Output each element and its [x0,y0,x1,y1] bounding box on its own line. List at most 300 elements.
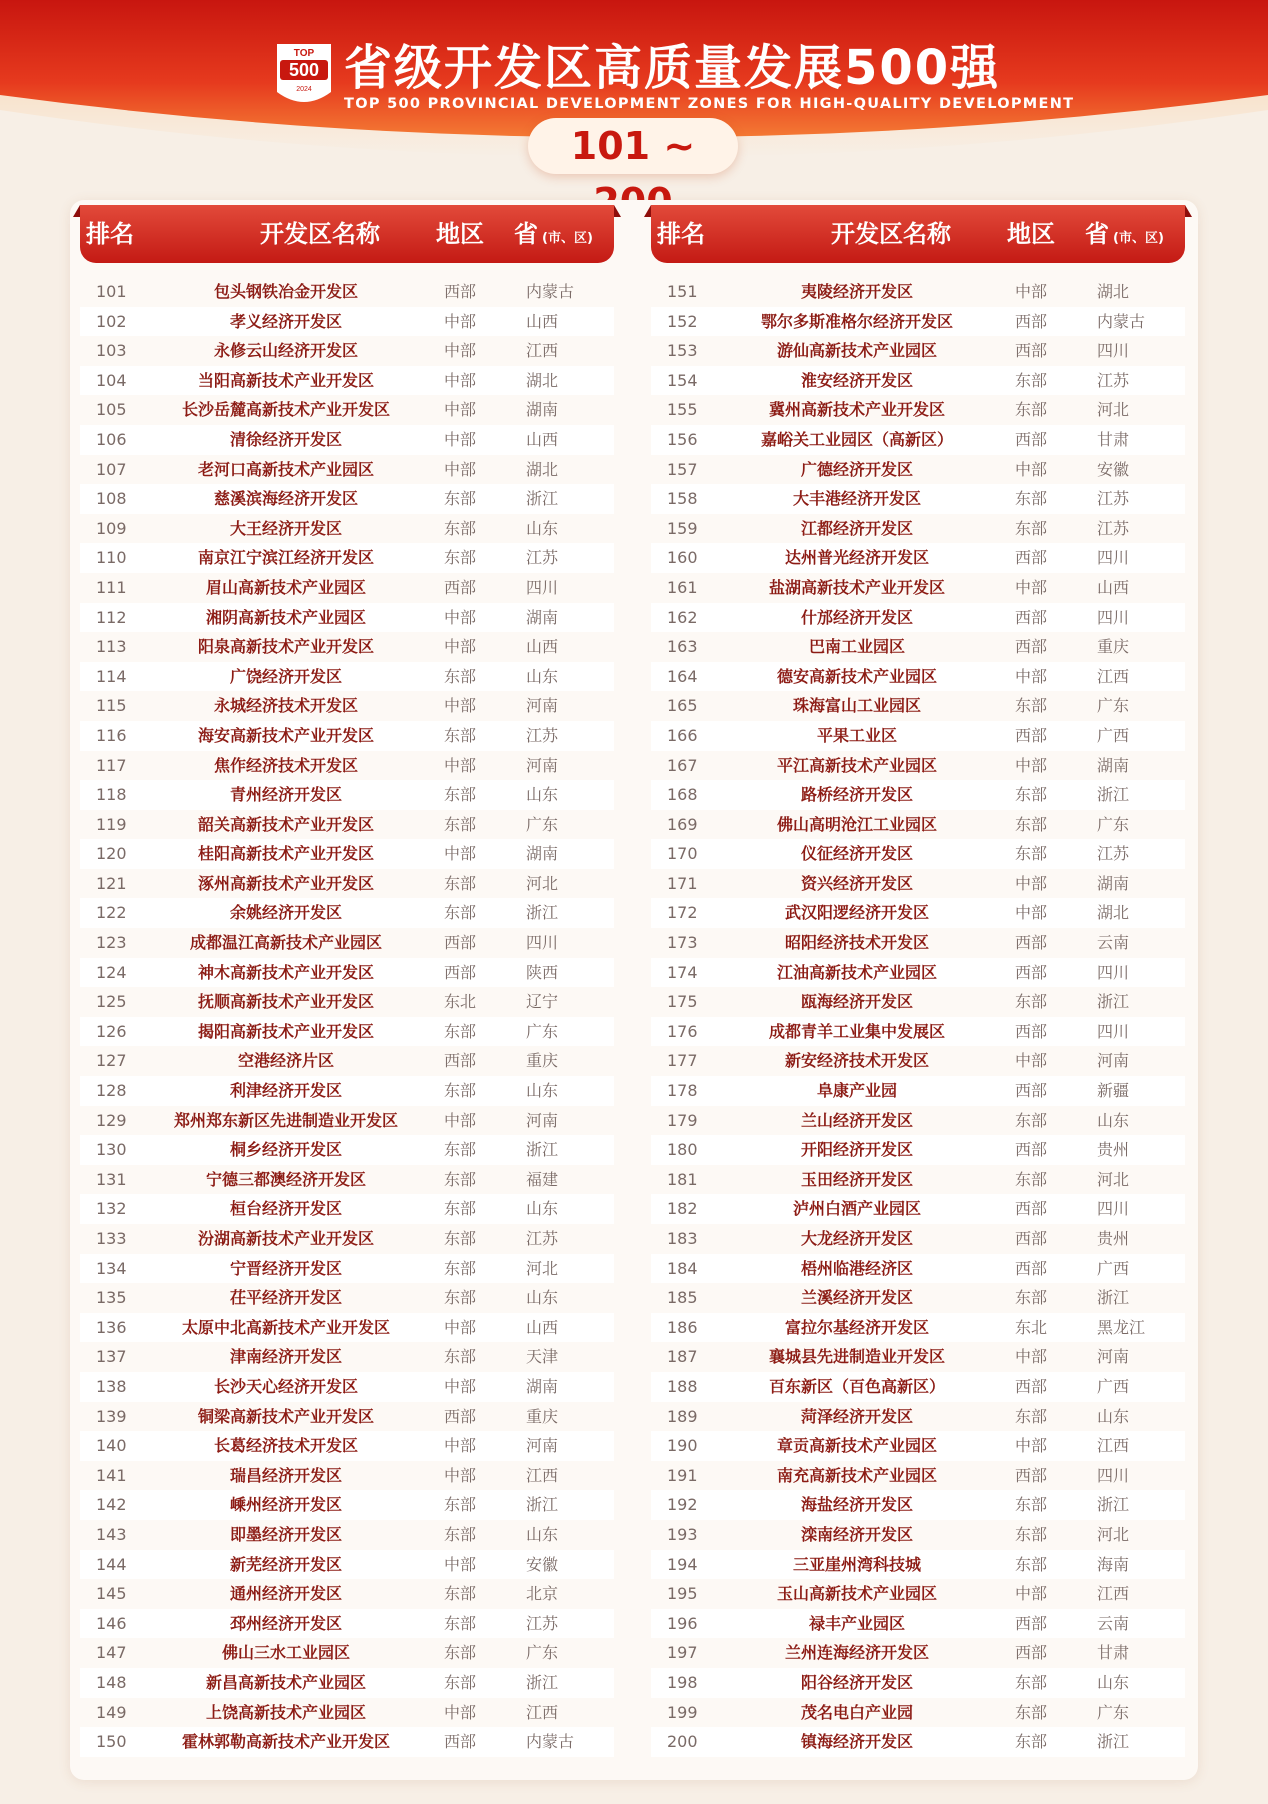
rank-cell: 119 [96,814,127,834]
table-row [80,1135,614,1165]
rank-cell: 163 [667,637,698,657]
region-cell: 东部 [444,1081,477,1101]
rank-cell: 125 [96,992,127,1012]
province-cell: 四川 [1097,1465,1130,1485]
province-cell: 山西 [526,311,559,331]
region-cell: 中部 [444,311,477,331]
table-row [651,721,1185,751]
header-province-note: (市、区) [1113,231,1164,246]
province-cell: 山东 [526,1081,559,1101]
region-cell: 东部 [444,1347,477,1367]
rank-cell: 136 [96,1317,127,1337]
name-cell: 清徐经济开发区 [229,429,342,449]
name-cell: 路桥经济开发区 [800,785,913,805]
province-cell: 四川 [1097,341,1130,361]
table-row [80,721,614,751]
province-cell: 四川 [526,933,559,953]
table-row [80,869,614,899]
name-cell: 长葛经济技术开发区 [213,1436,358,1456]
table-row [651,662,1185,692]
table-row [651,1490,1185,1520]
table-row [651,603,1185,633]
province-cell: 山东 [526,666,559,686]
rank-cell: 189 [667,1406,698,1426]
table-row [80,1431,614,1461]
table-row [651,691,1185,721]
rank-cell: 164 [667,666,698,686]
province-cell: 浙江 [1097,1288,1130,1308]
province-cell: 山东 [526,785,559,805]
region-cell: 东部 [1015,1524,1048,1544]
region-cell: 东部 [444,1613,477,1633]
region-cell: 东部 [1015,518,1048,538]
region-cell: 东部 [1015,1672,1048,1692]
name-cell: 鄂尔多斯准格尔经济开发区 [760,311,953,331]
rank-cell: 147 [96,1643,127,1663]
region-cell: 东部 [444,489,477,509]
table-row [80,1461,614,1491]
name-cell: 佛山三水工业园区 [221,1643,350,1663]
province-cell: 山东 [526,1288,559,1308]
region-cell: 中部 [444,459,477,479]
table-row [651,632,1185,662]
province-cell: 广西 [1097,1258,1130,1278]
rank-cell: 144 [96,1554,127,1574]
region-cell: 西部 [1015,1258,1048,1278]
province-cell: 四川 [1097,1199,1130,1219]
table-row [651,1402,1185,1432]
name-cell: 南京江宁滨江经济开发区 [197,548,374,568]
name-cell: 大龙经济开发区 [800,1229,913,1248]
region-cell: 东部 [444,666,477,686]
table-row [651,1017,1185,1047]
region-cell: 西部 [444,1051,477,1071]
province-cell: 湖南 [526,844,559,864]
table-row [80,573,614,603]
region-cell: 西部 [1015,962,1048,982]
rank-cell: 158 [667,489,698,509]
region-cell: 东部 [444,1584,477,1604]
header-province-label: 省 [514,220,538,248]
rank-cell: 131 [96,1169,127,1189]
table-row [651,484,1185,514]
province-cell: 湖北 [1097,282,1130,301]
name-cell: 空港经济片区 [237,1051,334,1071]
name-cell: 邳州经济开发区 [229,1613,342,1633]
rank-cell: 130 [96,1140,127,1160]
province-cell: 重庆 [526,1051,559,1071]
name-cell: 桐乡经济开发区 [229,1140,342,1160]
name-cell: 章贡高新技术产业园区 [776,1436,937,1456]
region-cell: 中部 [444,341,477,361]
table-row [651,958,1185,988]
rank-cell: 169 [667,814,698,834]
rank-cell: 111 [96,577,127,597]
name-cell: 包头钢铁冶金开发区 [213,282,358,301]
name-cell: 大王经济开发区 [229,518,342,538]
name-cell: 郑州郑东新区先进制造业开发区 [173,1110,398,1130]
region-cell: 东部 [1015,489,1048,509]
province-cell: 江西 [526,1702,559,1722]
table-row [80,958,614,988]
rank-cell: 159 [667,518,698,538]
province-cell: 江苏 [526,1613,559,1633]
province-cell: 浙江 [526,1140,559,1160]
rank-cell: 156 [667,429,698,449]
rank-cell: 153 [667,341,698,361]
name-cell: 长沙天心经济开发区 [213,1376,358,1396]
region-cell: 东部 [444,725,477,745]
table-row [80,1668,614,1698]
name-cell: 铜梁高新技术产业开发区 [197,1406,374,1426]
rank-cell: 120 [96,844,127,864]
table-row [651,366,1185,396]
rank-cell: 174 [667,962,698,982]
province-cell: 江苏 [1097,518,1130,538]
province-cell: 贵州 [1097,1229,1130,1248]
rank-cell: 162 [667,607,698,627]
region-cell: 东部 [444,1495,477,1515]
name-cell: 襄城县先进制造业开发区 [768,1347,945,1367]
region-cell: 中部 [444,755,477,775]
name-cell: 茌平经济开发区 [229,1288,342,1308]
table-row [80,455,614,485]
province-cell: 江西 [526,1465,559,1485]
province-cell: 浙江 [526,489,559,509]
region-cell: 西部 [444,1732,477,1752]
name-cell: 江都经济开发区 [800,518,913,538]
table-row [80,751,614,781]
name-cell: 利津经济开发区 [229,1081,342,1101]
page-title: 省级开发区高质量发展500强 [344,40,1001,96]
province-cell: 河北 [1097,1524,1130,1544]
name-cell: 瑞昌经济开发区 [229,1465,342,1485]
rank-cell: 113 [96,637,127,657]
rank-cell: 105 [96,400,127,420]
province-cell: 浙江 [1097,992,1130,1012]
table-row [651,1165,1185,1195]
rank-cell: 182 [667,1199,698,1219]
rank-cell: 197 [667,1643,698,1663]
region-cell: 东部 [444,1672,477,1692]
region-cell: 东部 [444,903,477,923]
province-cell: 河南 [526,696,559,716]
table-row [80,1313,614,1343]
name-cell: 平果工业区 [816,725,897,745]
name-cell: 嵊州经济开发区 [229,1495,342,1515]
region-cell: 中部 [444,370,477,390]
table-row [651,987,1185,1017]
table-row [651,307,1185,337]
table-row [80,1638,614,1668]
name-cell: 韶关高新技术产业开发区 [197,814,374,834]
region-cell: 中部 [1015,577,1048,597]
name-cell: 淮安经济开发区 [800,370,913,390]
rank-cell: 194 [667,1554,698,1574]
table-body [651,277,1185,1757]
province-cell: 江西 [1097,1436,1130,1456]
province-cell: 山东 [526,1524,559,1544]
region-cell: 西部 [1015,1199,1048,1219]
rank-cell: 154 [667,370,698,390]
name-cell: 抚顺高新技术产业开发区 [197,992,374,1012]
province-cell: 江苏 [526,725,559,745]
name-cell: 海盐经济开发区 [800,1495,913,1515]
table-row [651,1638,1185,1668]
table-row [651,1135,1185,1165]
table-row [651,1461,1185,1491]
table-row [80,1550,614,1580]
region-cell: 东部 [1015,1554,1048,1574]
table-row [651,1727,1185,1757]
region-cell: 西部 [1015,1021,1048,1041]
logo-top-text: TOP [293,48,315,59]
table-row [651,1254,1185,1284]
region-cell: 东部 [444,1199,477,1219]
region-cell: 东部 [1015,1702,1048,1722]
region-cell: 东部 [1015,814,1048,834]
rank-cell: 112 [96,607,127,627]
rank-cell: 155 [667,400,698,420]
name-cell: 百东新区（百色高新区） [768,1376,945,1396]
region-cell: 中部 [444,429,477,449]
table-row [80,810,614,840]
name-cell: 广饶经济开发区 [229,666,342,686]
table-row [80,1579,614,1609]
province-cell: 江苏 [526,1229,559,1248]
province-cell: 重庆 [526,1406,559,1426]
name-cell: 霍林郭勒高新技术产业开发区 [181,1732,390,1752]
rank-cell: 142 [96,1495,127,1515]
region-cell: 中部 [1015,282,1048,301]
name-cell: 新昌高新技术产业园区 [205,1672,366,1692]
rank-cell: 129 [96,1110,127,1130]
name-cell: 达州普光经济开发区 [784,548,929,568]
name-cell: 珠海富山工业园区 [792,696,921,716]
table-row [651,1579,1185,1609]
left-table [80,205,614,1757]
province-cell: 湖北 [526,459,559,479]
rank-cell: 114 [96,666,127,686]
name-cell: 兰州连海经济开发区 [784,1643,929,1663]
province-cell: 安徽 [1097,459,1130,479]
name-cell: 涿州高新技术产业开发区 [197,873,374,893]
region-cell: 中部 [444,400,477,420]
table-row [80,1254,614,1284]
name-cell: 湘阴高新技术产业园区 [205,607,366,627]
table-row [651,425,1185,455]
table-row [80,1490,614,1520]
name-cell: 冀州高新技术产业开发区 [768,400,945,420]
name-cell: 镇海经济开发区 [800,1732,913,1752]
table-row [80,987,614,1017]
rank-cell: 165 [667,696,698,716]
rank-cell: 148 [96,1672,127,1692]
name-cell: 仪征经济开发区 [800,844,913,864]
name-cell: 新安经济技术开发区 [784,1051,929,1071]
rank-cell: 134 [96,1258,127,1278]
name-cell: 什邡经济开发区 [800,607,913,627]
name-cell: 成都温江高新技术产业园区 [189,933,382,953]
name-cell: 玉山高新技术产业园区 [776,1584,937,1604]
name-cell: 佛山高明沧江工业园区 [776,814,937,834]
province-cell: 河南 [1097,1347,1130,1367]
province-cell: 四川 [1097,607,1130,627]
region-cell: 西部 [1015,1229,1048,1248]
rank-cell: 102 [96,311,127,331]
rank-cell: 108 [96,489,127,509]
rank-cell: 110 [96,548,127,568]
table-row [651,1046,1185,1076]
region-cell: 东部 [444,1229,477,1248]
region-cell: 东部 [444,518,477,538]
name-cell: 南充高新技术产业园区 [776,1465,937,1485]
table-row [651,543,1185,573]
region-cell: 东部 [1015,785,1048,805]
rank-cell: 107 [96,459,127,479]
name-cell: 即墨经济开发区 [229,1524,342,1544]
province-cell: 新疆 [1097,1081,1130,1101]
header-province [514,215,593,258]
province-cell: 广东 [1097,1702,1130,1722]
region-cell: 中部 [444,844,477,864]
header-name: 开发区名称 [260,220,380,248]
province-cell: 河北 [526,1258,559,1278]
rank-cell: 126 [96,1021,127,1041]
name-cell: 游仙高新技术产业园区 [776,341,937,361]
name-cell: 海安高新技术产业开发区 [197,725,374,745]
name-cell: 德安高新技术产业园区 [776,666,937,686]
province-cell: 山东 [526,518,559,538]
name-cell: 慈溪滨海经济开发区 [213,489,358,509]
table-row [80,1402,614,1432]
province-cell: 内蒙古 [526,1732,575,1752]
province-cell: 甘肃 [1097,429,1130,449]
province-cell: 广东 [1097,696,1130,716]
table-row [651,1342,1185,1372]
region-cell: 中部 [1015,1584,1048,1604]
name-cell: 昭阳经济技术开发区 [784,933,929,953]
name-cell: 禄丰产业园区 [808,1613,905,1633]
rank-cell: 171 [667,873,698,893]
region-cell: 西部 [1015,933,1048,953]
rank-cell: 176 [667,1021,698,1041]
rank-cell: 190 [667,1436,698,1456]
province-cell: 河南 [526,1110,559,1130]
rank-cell: 172 [667,903,698,923]
page-subtitle: TOP 500 PROVINCIAL DEVELOPMENT ZONES FOR HIGH-QUALITY DEVELOPMENT [344,96,1075,112]
name-cell: 武汉阳逻经济开发区 [784,903,929,923]
rank-cell: 179 [667,1110,698,1130]
rank-cell: 173 [667,933,698,953]
table-row [80,1342,614,1372]
header-region: 地区 [436,220,484,248]
province-cell: 浙江 [1097,1495,1130,1515]
province-cell: 江苏 [1097,844,1130,864]
rank-cell: 170 [667,844,698,864]
rank-cell: 177 [667,1051,698,1071]
region-cell: 中部 [1015,873,1048,893]
region-cell: 东部 [444,1258,477,1278]
region-cell: 中部 [1015,1436,1048,1456]
rank-cell: 128 [96,1081,127,1101]
rank-cell: 166 [667,725,698,745]
table-row [651,898,1185,928]
name-cell: 盐湖高新技术产业开发区 [768,577,945,597]
header-province-label: 省 [1085,220,1109,248]
region-cell: 东部 [1015,1495,1048,1515]
province-cell: 浙江 [526,1672,559,1692]
region-cell: 东部 [1015,1732,1048,1752]
region-cell: 中部 [444,1702,477,1722]
region-cell: 中部 [444,696,477,716]
table-body [80,277,614,1757]
rank-cell: 198 [667,1672,698,1692]
rank-cell: 151 [667,282,698,301]
province-cell: 山东 [1097,1110,1130,1130]
table-row [651,1609,1185,1639]
name-cell: 汾湖高新技术产业开发区 [197,1229,374,1248]
table-row [651,780,1185,810]
region-cell: 中部 [444,1317,477,1337]
header-rank: 排名 [657,220,705,248]
province-cell: 山西 [1097,577,1130,597]
rank-cell: 124 [96,962,127,982]
province-cell: 黑龙江 [1097,1317,1146,1337]
rank-cell: 149 [96,1702,127,1722]
region-cell: 中部 [1015,1051,1048,1071]
region-cell: 中部 [444,1110,477,1130]
province-cell: 山西 [526,429,559,449]
province-cell: 湖南 [526,400,559,420]
rank-cell: 132 [96,1199,127,1219]
rank-cell: 104 [96,370,127,390]
name-cell: 阳泉高新技术产业开发区 [197,637,374,657]
region-cell: 东部 [444,1169,477,1189]
rank-cell: 146 [96,1613,127,1633]
table-row [80,277,614,307]
table-row [80,1372,614,1402]
province-cell: 内蒙古 [526,282,575,301]
region-cell: 西部 [444,933,477,953]
region-cell: 西部 [444,1406,477,1426]
province-cell: 河北 [1097,400,1130,420]
province-cell: 天津 [526,1347,559,1367]
province-cell: 广西 [1097,725,1130,745]
rank-cell: 183 [667,1229,698,1248]
table-row [80,691,614,721]
name-cell: 孝义经济开发区 [229,311,342,331]
table-row [651,455,1185,485]
province-cell: 江西 [526,341,559,361]
province-cell: 湖南 [526,1376,559,1396]
region-cell: 东部 [444,814,477,834]
region-cell: 中部 [444,1554,477,1574]
province-cell: 云南 [1097,933,1130,953]
rank-cell: 191 [667,1465,698,1485]
name-cell: 大丰港经济开发区 [792,489,921,509]
province-cell: 江西 [1097,1584,1130,1604]
name-cell: 巴南工业园区 [808,637,905,657]
name-cell: 兰山经济开发区 [800,1110,913,1130]
table-row [651,1372,1185,1402]
rank-cell: 103 [96,341,127,361]
province-cell: 四川 [1097,548,1130,568]
province-cell: 山东 [1097,1672,1130,1692]
rank-cell: 101 [96,282,127,301]
name-cell: 瓯海经济开发区 [800,992,913,1012]
rank-cell: 184 [667,1258,698,1278]
